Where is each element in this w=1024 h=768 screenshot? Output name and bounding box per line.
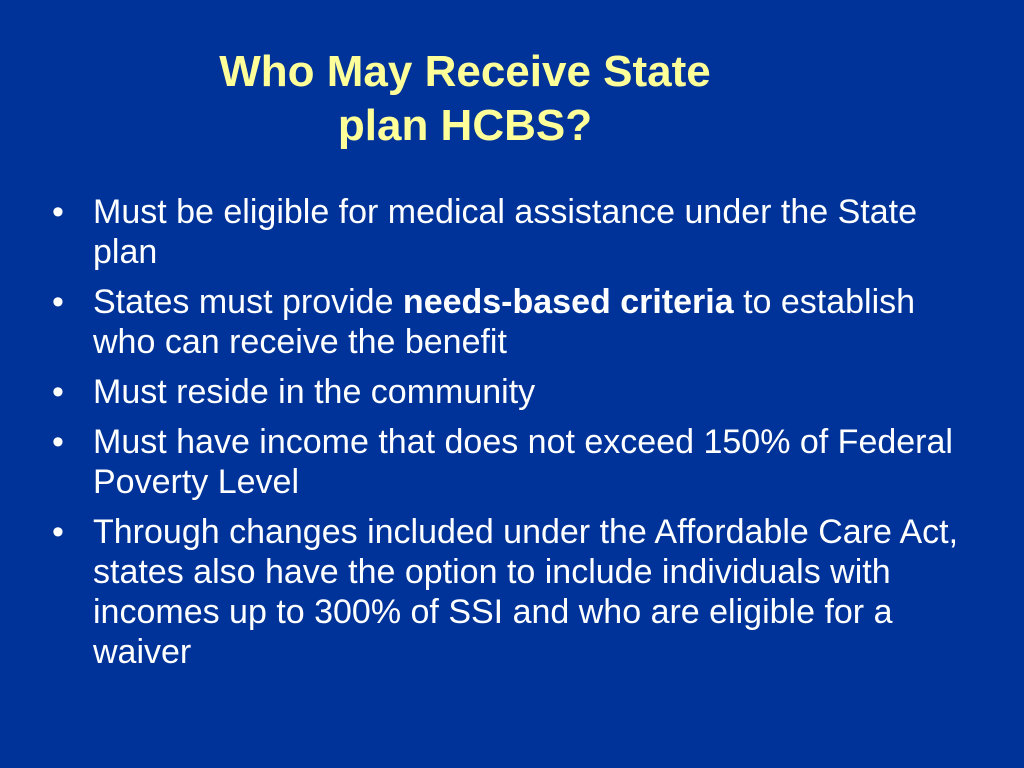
bullet-text xyxy=(93,283,915,361)
title-line-2: plan HCBS? xyxy=(337,101,593,150)
bullet-text-before: States must provide xyxy=(93,283,403,321)
title-line-1: Who May Receive State xyxy=(219,47,711,96)
bullet-point-icon: • xyxy=(52,193,64,231)
bullet-text: Through changes included under the Affordable Care Act, states also have the option to include individuals with incomes up to 300% of SSI and who are eligible for a waiver xyxy=(93,513,959,671)
bullet-text: Must have income that does not exceed 150% of Federal Poverty Level xyxy=(93,423,953,501)
bullet-point-icon: • xyxy=(52,283,64,321)
bullet-list xyxy=(52,192,982,682)
bullet-item xyxy=(52,372,982,412)
bullet-text: Must reside in the community xyxy=(93,373,536,411)
bullet-item xyxy=(52,192,982,272)
bullet-text-after: to establish who can receive the benefit xyxy=(93,283,916,361)
slide-title xyxy=(150,45,780,153)
bullet-item xyxy=(52,512,982,672)
bullet-point-icon: • xyxy=(52,423,64,461)
bullet-text: Must be eligible for medical assistance under the State plan xyxy=(93,193,918,271)
bullet-text-bold: needs-based criteria xyxy=(402,283,734,321)
bullet-item xyxy=(52,422,982,502)
bullet-point-icon: • xyxy=(52,513,64,551)
bullet-item xyxy=(52,282,982,362)
bullet-point-icon: • xyxy=(52,373,64,411)
